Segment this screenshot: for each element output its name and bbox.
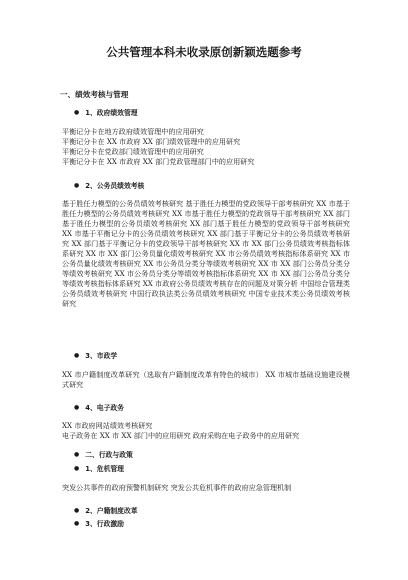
section-heading-performance: 一、绩效考核与管理 [60,90,129,99]
civil-servant-topics-paragraph [62,199,350,309]
subsection-heading-crisis [74,463,124,473]
subsection-heading-egov [74,402,124,412]
topic-line: 平衡记分卡在党政部门绩效管理中的应用研究 [62,147,204,156]
topic-paragraph: XX 市户籍制度改革研究（选取有户籍制度改革有特色的城市） XX 市城市基础设施建设模式研究 [62,370,350,389]
subsection-label: 1、政府绩效管理 [85,109,138,117]
subsection-label: 4、电子政务 [85,404,124,412]
bullet-icon: ● [74,519,80,527]
subsection-label: 2、公务员绩效考核 [85,182,145,190]
bsc-topics-list [62,127,350,167]
topic-line: XX 市政府网站绩效考核研究 [62,421,153,430]
document-title: 公共管理本科未收录原创新颖选题参考 [106,45,302,59]
crisis-topics-list [62,483,350,493]
subsection-heading-civil-servant [74,180,144,190]
bullet-icon: ● [74,464,80,472]
bullet-icon: ● [74,351,80,359]
section-heading-admin-policy [74,449,133,459]
subsection-heading-municipal [74,350,117,360]
topic-line: 平衡记分卡在地方政府绩效管理中的应用研究 [62,127,204,136]
subsection-label: 1、危机管理 [85,465,124,473]
bullet-icon: ● [74,506,80,514]
section-label: 二、行政与政策 [85,451,133,459]
bullet-icon: ● [74,450,80,458]
subsection-label: 3、市政学 [85,352,118,360]
bullet-icon: ● [74,108,80,116]
topic-line: 平衡记分卡在 XX 市政府 XX 部门党政管理部门中的应用研究 [62,157,255,166]
subsection-heading-admin-incentive [74,518,124,528]
egov-topics-list [62,421,350,441]
bullet-icon: ● [74,181,80,189]
topic-line: 电子政务在 XX 市 XX 部门中的应用研究 政府采购在电子政务中的应用研究 [62,431,300,440]
subsection-heading-hukou-reform [74,505,138,515]
municipal-topics-paragraph [62,370,350,390]
topic-line: 突发公共事件的政府预警机制研究 突发公共危机事件的政府应急管理机制 [62,483,292,492]
subsection-label: 2、户籍制度改革 [85,507,138,515]
subsection-heading-gov-performance [74,107,138,117]
topic-paragraph: 基于胜任力模型的公务员绩效考核研究 基于胜任力模型的党政领导干部考核研究 XX 市基于胜任力模型的公务员绩效考核研究 XX 市基于胜任力模型的党政领导干部考核研究 XX 部门基于胜任力模型的公务员绩效考核研究 XX 部门基于胜任力模型的党政领导干部考核研究 XX 市基于平衡记分卡的公务员绩效考核研究 XX 部门基于平衡记分卡的公务员绩效考核研究 XX 部门基于平衡记分卡的党政领导干部考核研究 XX 市 XX 部门公务员绩效考核指标体系研究 XX 市 XX 部门公务员量化绩效考核研究 XX 市公务员绩效考核指标体系研究 XX 市公务员量化绩效考核研究 XX 市公务员分类分等绩效考核研究 XX 市 XX 部门公务员分类分等绩效考核研究 XX 市公务员分类分等绩效考核指标体系研究 XX 市 XX 部门公务员分类分等绩效考核指标体系研究 XX 市政府公务员绩效考核存在的问题及对策分析 中国综合管理类公务员绩效考核研究 中国行政执法类公务员绩效考核研究 中国专业技术类公务员绩效考核研究 [62,199,350,308]
topic-line: 平衡记分卡在 XX 市政府 XX 部门绩效管理中的应用研究 [62,137,241,146]
bullet-icon: ● [74,403,80,411]
subsection-label: 3、行政激励 [85,520,124,528]
